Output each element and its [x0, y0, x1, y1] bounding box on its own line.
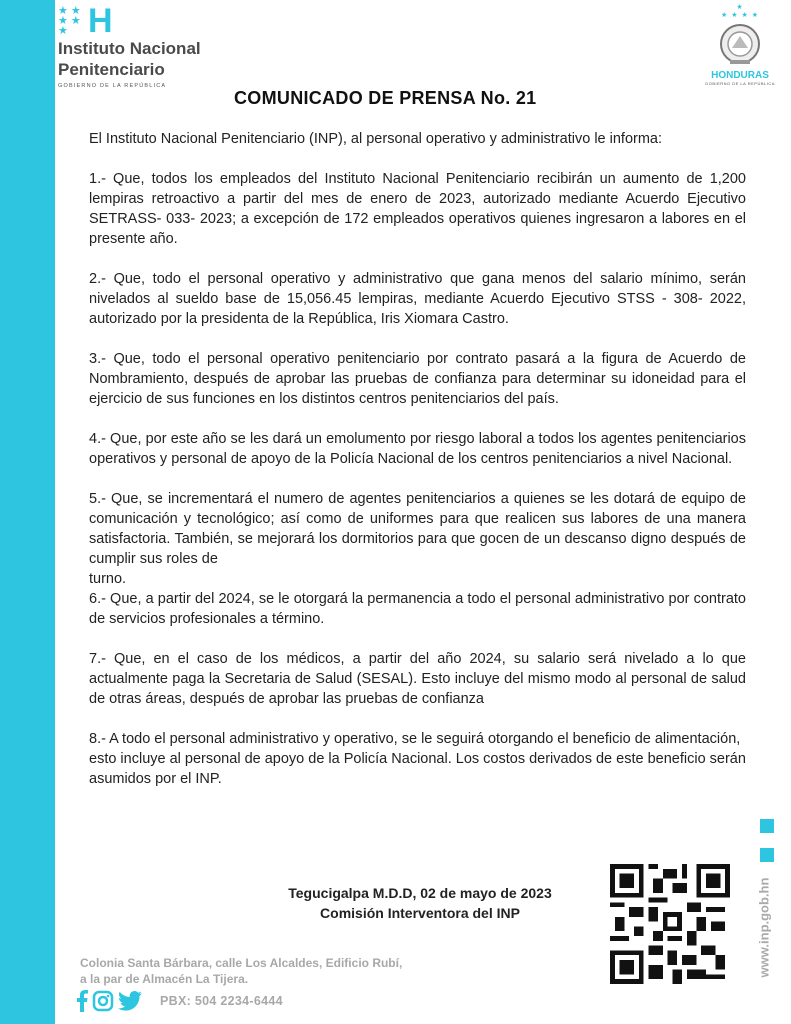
point-3: 3.- Que, todo el personal operativo penitenciario por contrato pasará a la figura de Acuerdo de Nombramiento, después de aprobar las pruebas de confianza para determinar su idoneidad para el ejercicio de sus funciones en los distintos centros penitenciarios del país.: [89, 351, 746, 407]
facebook-icon[interactable]: [76, 990, 88, 1012]
country-name: HONDURAS: [711, 70, 769, 81]
government-label: GOBIERNO DE LA REPÚBLICA: [58, 83, 167, 89]
star-icon: ★ ★ ★ ★ ★: [58, 5, 81, 37]
press-release-body: [89, 129, 746, 809]
star-icon: ★ ★ ★ ★ ★: [62, 901, 85, 933]
accent-square: [760, 819, 774, 833]
website-vertical[interactable]: [754, 870, 774, 990]
point-1: 1.- Que, todos los empleados del Instituto Nacional Penitenciario recibirán un aumento de 1,200 lempiras retroactivo a partir del mes de enero de 2023, autorizado mediante Acuerdo Ejecutivo SETRASS- 033- 2023; a excepción de 172 empleados operativos quienes ingresaron a labores en el presente año.: [89, 171, 746, 247]
instagram-icon[interactable]: [92, 990, 114, 1012]
social-icons: [76, 990, 142, 1012]
inp-logo: [58, 4, 278, 89]
coat-of-arms-icon: [718, 22, 762, 66]
accent-sidebar: [0, 0, 55, 1024]
institution-name-line1: Instituto Nacional: [58, 39, 201, 58]
point-4: 4.- Que, por este año se les dará un emolumento por riesgo laboral a todos los agentes penitenciarios operativos y personal de apoyo de la Policía Nacional de los centros penitenciarios a nivel Nacional.: [89, 431, 746, 467]
honduras-emblem: [700, 4, 780, 86]
logo-letter: H: [88, 2, 113, 40]
point-6: 6.- Que, a partir del 2024, se le otorgará la permanencia a todo el personal administrativo por contrato de servicios profesionales a término.: [89, 591, 746, 627]
point-2: 2.- Que, todo el personal operativo y administrativo que gana menos del salario mínimo, serán nivelados al sueldo base de 15,056.45 lempiras, mediante Acuerdo Ejecutivo STSS - 308- 2022, autorizado por la presidenta de la República, Iris Xiomara Castro.: [89, 271, 746, 327]
commission-name: Comisión Interventora del INP: [320, 905, 520, 921]
phone-number: PBX: 504 2234-6444: [160, 994, 283, 1008]
page-title: COMUNICADO DE PRENSA No. 21: [234, 88, 537, 108]
point-8: 8.- A todo el personal administrativo y operativo, se le seguirá otorgando el beneficio de alimentación, esto incluye al personal de apoyo de la Policía Nacional. Los costos derivados de este beneficio serán asumidos por el INP.: [89, 731, 746, 787]
point-5-end: turno.: [89, 571, 127, 587]
address-text: Colonia Santa Bárbara, calle Los Alcaldes, Edificio Rubí, a la par de Almacén La Tijera.: [80, 956, 403, 986]
footer-inp-logo: [62, 900, 117, 934]
twitter-icon[interactable]: [118, 991, 142, 1011]
signature-block: [240, 883, 600, 923]
accent-square: [760, 848, 774, 862]
website-url[interactable]: www.inp.gob.hn: [756, 877, 772, 978]
qr-code-icon[interactable]: [610, 864, 730, 984]
country-subtitle: GOBIERNO DE LA REPÚBLICA: [705, 81, 775, 86]
institution-name-line2: Penitenciario: [58, 60, 165, 79]
footer-logo-letter: H: [94, 899, 118, 935]
point-7: 7.- Que, en el caso de los médicos, a partir del año 2024, su salario será nivelado a lo que actualmente paga la Secretaria de Salud (SESAL). Esto incluye del mismo modo al personal de salud de otras áreas, después de aprobar las pruebas de confianza: [89, 651, 746, 707]
place-date: Tegucigalpa M.D.D, 02 de mayo de 2023: [288, 885, 552, 901]
intro-paragraph: El Instituto Nacional Penitenciario (INP), al personal operativo y administrativo le informa:: [89, 131, 663, 147]
star-icon: ★ ★ ★ ★ ★: [721, 4, 759, 19]
point-5: 5.- Que, se incrementará el numero de agentes penitenciarios a quienes se les dotará de equipo de comunicación y tecnológico; así como de uniformes para que realicen sus labores de una manera satisfactoria. También, se mejorará los dormitorios para que gocen de un descanso digno después de cumplir sus roles de: [89, 491, 746, 567]
